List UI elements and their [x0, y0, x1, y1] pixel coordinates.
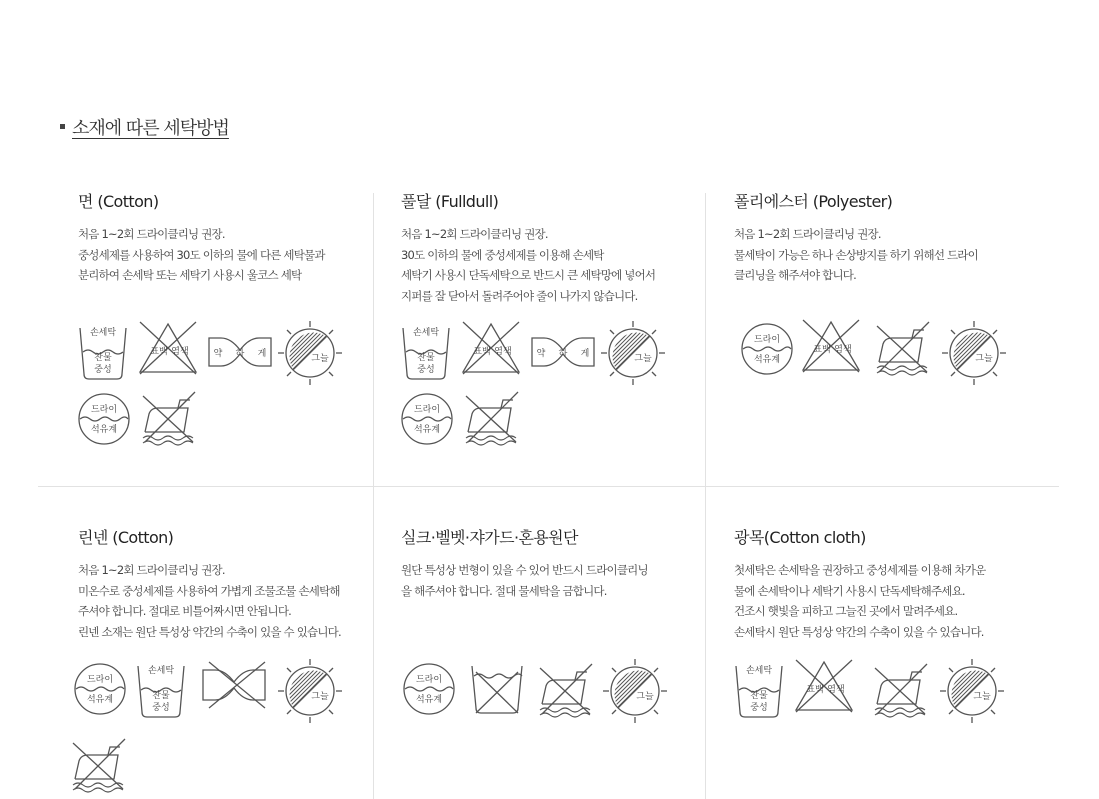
card-description [734, 560, 985, 642]
desc-line: 분리하여 손세탁 또는 세탁기 사용시 울코스 세탁 [78, 268, 302, 282]
no-bleach-icon [460, 320, 522, 378]
icon-label: 드라이 [90, 405, 118, 415]
no-iron-icon [537, 660, 595, 718]
desc-line: 원단 특성상 번형이 있을 수 있어 반드시 드라이클리닝 [401, 563, 648, 577]
hand-wash-icon [401, 322, 451, 382]
dry-clean-petroleum-icon [399, 392, 455, 446]
shade-dry-icon [601, 320, 671, 386]
no-bleach-icon [800, 318, 862, 376]
icon-label: 표백 [150, 347, 168, 357]
dry-clean-petroleum-icon [401, 662, 457, 716]
no-iron-icon [874, 318, 932, 376]
icon-label: 그늘 [975, 354, 993, 364]
dry-clean-petroleum-icon [72, 662, 128, 716]
icon-label: 석유계 [415, 695, 443, 705]
icon-label: 염색 [827, 685, 845, 695]
no-iron-icon [463, 388, 521, 446]
card-description [78, 560, 341, 642]
section-title-text: 소재에 따른 세탁방법 [72, 118, 229, 139]
no-iron-icon [70, 735, 128, 793]
icon-label: 하 [558, 349, 568, 359]
desc-line: 린넨 소재는 원단 특성상 약간의 수축이 있을 수 있습니다. [78, 624, 341, 639]
shade-dry-icon [278, 320, 348, 386]
icon-label: 중성 [750, 703, 768, 713]
bullet-icon [60, 124, 65, 129]
icon-label: 석유계 [753, 355, 781, 365]
care-card-silk [401, 525, 648, 601]
icon-label: 중성 [152, 703, 170, 713]
no-wring-icon [201, 660, 267, 710]
icon-label: 석유계 [86, 695, 114, 705]
card-description [734, 224, 978, 286]
icon-label: 찬물 [750, 691, 768, 701]
icon-label: 게 [580, 349, 590, 359]
card-title: 면 (Cotton) [78, 192, 159, 211]
icon-label: 손세탁 [745, 666, 773, 676]
section-title [60, 114, 229, 140]
shade-dry-icon [603, 658, 673, 724]
desc-line: 처음 1~2회 드라이클리닝 권장. [401, 227, 548, 241]
desc-line: 클리닝을 해주셔야 합니다. [734, 268, 856, 282]
desc-line: 물세탁이 가능은 하나 손상방지를 하기 위해선 드라이 [734, 247, 978, 262]
no-bleach-icon [137, 320, 199, 378]
desc-line: 첫세탁은 손세탁을 권장하고 중성세제를 이용해 차가운 [734, 563, 986, 577]
desc-line: 물에 손세탁이나 세탁기 사용시 단독세탁해주세요. [734, 583, 965, 598]
no-iron-icon [140, 388, 198, 446]
dry-clean-petroleum-icon [76, 392, 132, 446]
no-bleach-icon [793, 658, 855, 716]
icon-label: 약 [213, 349, 223, 359]
icon-label: 그늘 [973, 692, 991, 702]
icon-label: 표백 [473, 347, 491, 357]
desc-line: 처음 1~2회 드라이클리닝 권장. [78, 227, 225, 241]
desc-line: 주셔야 합니다. 절대로 비틀어짜시면 안됩니다. [78, 604, 292, 618]
icon-label: 석유계 [90, 425, 118, 435]
icon-label: 손세탁 [147, 666, 175, 676]
icon-label: 염색 [834, 345, 852, 355]
desc-line: 중성세제를 사용하여 30도 이하의 물에 다른 세탁물과 [78, 247, 325, 262]
icon-label: 약 [536, 349, 546, 359]
icon-label: 염색 [171, 347, 189, 357]
icon-label: 중성 [94, 365, 112, 375]
no-iron-icon [872, 660, 930, 718]
wring-gently-icon [530, 334, 596, 370]
icon-label: 표백 [813, 345, 831, 355]
desc-line: 을 해주셔야 합니다. 절대 물세탁을 금합니다. [401, 583, 607, 598]
card-description [401, 560, 648, 601]
icon-label: 손세탁 [412, 328, 440, 338]
icon-label: 중성 [417, 365, 435, 375]
icon-label: 그늘 [634, 354, 652, 364]
wring-gently-icon [207, 334, 273, 370]
column-divider [373, 193, 374, 799]
column-divider [705, 193, 706, 799]
shade-dry-icon [942, 320, 1012, 386]
care-card-linen [78, 525, 341, 642]
hand-wash-icon [734, 660, 784, 720]
desc-line: 처음 1~2회 드라이클리닝 권장. [734, 227, 881, 241]
card-title: 풀달 (Fulldull) [401, 192, 499, 211]
icon-label: 그늘 [311, 354, 329, 364]
icon-label: 찬물 [417, 353, 435, 363]
card-description [78, 224, 325, 286]
icon-label: 석유계 [413, 425, 441, 435]
icon-label: 찬물 [152, 691, 170, 701]
hand-wash-icon [78, 322, 128, 382]
icon-label: 드라이 [86, 675, 114, 685]
care-card-cotton [78, 189, 325, 286]
desc-line: 세탁기 사용시 단독세탁으로 반드시 큰 세탁망에 넣어서 [401, 268, 656, 282]
card-title: 린넨 (Cotton) [78, 528, 174, 547]
card-title: 광목(Cotton cloth) [734, 528, 866, 547]
icon-label: 드라이 [415, 675, 443, 685]
care-card-fulldull [401, 189, 655, 306]
icon-label: 하 [235, 349, 245, 359]
card-description [401, 224, 655, 306]
care-card-cotton-cloth [734, 525, 985, 642]
shade-dry-icon [278, 658, 348, 724]
desc-line: 손세탁시 원단 특성상 약간의 수축이 있을 수 있습니다. [734, 624, 984, 639]
desc-line: 지퍼를 잘 닫아서 돌려주어야 줄이 나가지 않습니다. [401, 288, 638, 303]
card-title: 실크·벨벳·쟈가드·혼용원단 [401, 528, 578, 547]
icon-label: 그늘 [636, 692, 654, 702]
card-title: 폴리에스터 (Polyester) [734, 192, 893, 211]
care-card-polyester [734, 189, 978, 286]
desc-line: 건조시 햇빛을 피하고 그늘진 곳에서 말려주세요. [734, 604, 958, 618]
desc-line: 미온수로 중성세제를 사용하여 가볍게 조물조물 손세탁해 [78, 583, 340, 598]
icon-label: 염색 [494, 347, 512, 357]
shade-dry-icon [940, 658, 1010, 724]
icon-label: 찬물 [94, 353, 112, 363]
icon-label: 표백 [806, 685, 824, 695]
no-wash-icon [470, 662, 524, 716]
icon-label: 그늘 [311, 692, 329, 702]
icon-label: 게 [257, 349, 267, 359]
desc-line: 처음 1~2회 드라이클리닝 권장. [78, 563, 225, 577]
icon-label: 드라이 [753, 335, 781, 345]
icon-label: 드라이 [413, 405, 441, 415]
row-divider [38, 486, 1059, 487]
desc-line: 30도 이하의 물에 중성세제를 이용해 손세탁 [401, 247, 604, 262]
hand-wash-icon [136, 660, 186, 720]
dry-clean-petroleum-icon [739, 322, 795, 376]
icon-label: 손세탁 [89, 328, 117, 338]
